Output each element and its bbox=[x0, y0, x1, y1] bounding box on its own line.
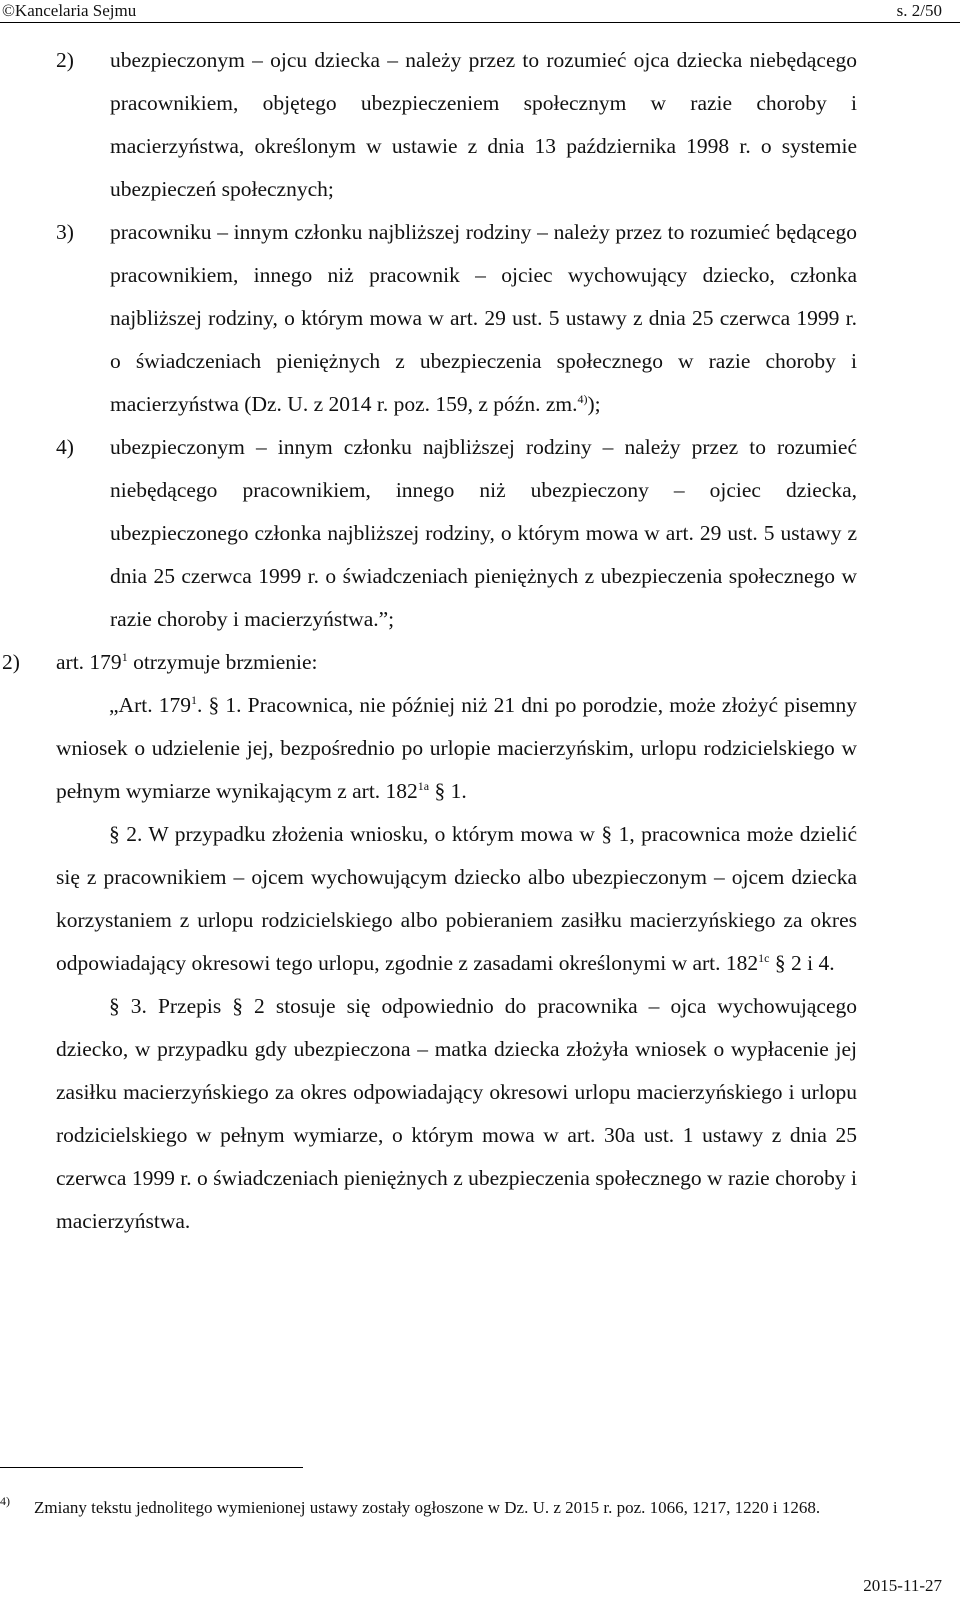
superscript: 1 bbox=[121, 649, 128, 664]
footnote-reference: 4) bbox=[577, 391, 588, 406]
definition-item-3 bbox=[0, 211, 960, 426]
quote-text: § 3. Przepis § 2 stosuje się odpowiednio do pracownika – ojca wychowującego dziecko, w przypadku gdy ubezpieczona – matka dziecka złożyła wniosek o wypłacenie jej zasiłku macierzyńskiego za okres odpowiadający okresowi urlopu macierzyńskiego i urlopu rodzicielskiego w pełnym wymiarze, o którym mowa w art. 30a ust. 1 ustawy z dnia 25 czerwca 1999 r. o świadczeniach pieniężnych z ubezpieczenia społecznego w razie choroby i macierzyństwa. bbox=[56, 994, 857, 1233]
quoted-article-paragraph-1 bbox=[0, 684, 960, 813]
quoted-article-paragraph-2 bbox=[0, 813, 960, 985]
item-text: ubezpieczonym – innym członku najbliższej rodziny – należy przez to rozumieć niebędącego pracownikiem, innego niż ubezpieczony – ojciec dziecka, ubezpieczonego członka najbliższej rodziny, o którym mowa w art. 29 ust. 5 ustawy z dnia 25 czerwca 1999 r. o świadczeniach pieniężnych z ubezpieczenia społecznego w razie choroby i macierzyństwa.”; bbox=[110, 435, 857, 631]
item-text: pracowniku – innym członku najbliższej rodziny – należy przez to rozumieć będącego pracownikiem, innego niż pracownik – ojciec wychowujący dziecko, członka najbliższej rodziny, o którym mowa w art. 29 ust. 5 ustawy z dnia 25 czerwca 1999 r. o świadczeniach pieniężnych z ubezpieczenia społecznego w razie choroby i macierzyństwa (Dz. U. z 2014 r. poz. 159, z późn. zm. bbox=[110, 220, 857, 416]
item-text: ubezpieczonym – ojcu dziecka – należy przez to rozumieć ojca dziecka niebędącego pracownikiem, objętego ubezpieczeniem społecznym w razie choroby i macierzyństwa, określonym w ustawie z dnia 13 października 1998 r. o systemie ubezpieczeń społecznych; bbox=[110, 48, 857, 201]
document-body bbox=[0, 39, 960, 1243]
footnote-text: Zmiany tekstu jednolitego wymienionej ustawy zostały ogłoszone w Dz. U. z 2015 r. poz. 1066, 1217, 1220 i 1268. bbox=[34, 1498, 821, 1517]
page-number: s. 2/50 bbox=[896, 1, 942, 20]
item-text-tail: ); bbox=[587, 392, 601, 416]
quoted-article-paragraph-3 bbox=[0, 985, 960, 1243]
amendment-point-2 bbox=[0, 641, 960, 684]
copyright-label: ©Kancelaria Sejmu bbox=[2, 1, 137, 20]
item-number: 4) bbox=[56, 435, 74, 459]
footnote-mark: 4) bbox=[0, 1494, 10, 1508]
quote-text: § 1. bbox=[429, 779, 467, 803]
document-date: 2015-11-27 bbox=[863, 1576, 942, 1595]
footnote-divider bbox=[0, 1467, 303, 1468]
quote-text: . § 1. Pracownica, nie później niż 21 dni po porodzie, może złożyć pisemny wniosek o udzielenie jej, bezpośrednio po urlopie macierzyńskim, urlopu rodzicielskiego w pełnym wymiarze wynikającym z art. 182 bbox=[56, 693, 858, 803]
definition-item-4 bbox=[0, 426, 960, 641]
quote-text: „Art. 179 bbox=[109, 693, 191, 717]
item-text: art. 179 bbox=[56, 650, 122, 674]
item-number: 2) bbox=[56, 48, 74, 72]
definition-item-2 bbox=[0, 39, 960, 211]
item-text-tail: otrzymuje brzmienie: bbox=[127, 650, 318, 674]
item-number: 2) bbox=[2, 650, 20, 674]
footnote bbox=[0, 1496, 860, 1519]
quote-text: § 2 i 4. bbox=[769, 951, 835, 975]
quote-text: § 2. W przypadku złożenia wniosku, o którym mowa w § 1, pracownica może dzielić się z pracownikiem – ojcem wychowującym dziecko albo ubezpieczonym – ojcem dziecka korzystaniem z urlopu rodzicielskiego albo pobieraniem zasiłku macierzyńskiego za okres odpowiadający okresowi tego urlopu, zgodnie z zasadami określonymi w art. 182 bbox=[56, 822, 857, 975]
superscript: 1a bbox=[417, 778, 430, 793]
page-header bbox=[0, 0, 960, 23]
item-number: 3) bbox=[56, 220, 74, 244]
superscript: 1 bbox=[190, 692, 197, 707]
superscript: 1c bbox=[758, 950, 770, 965]
